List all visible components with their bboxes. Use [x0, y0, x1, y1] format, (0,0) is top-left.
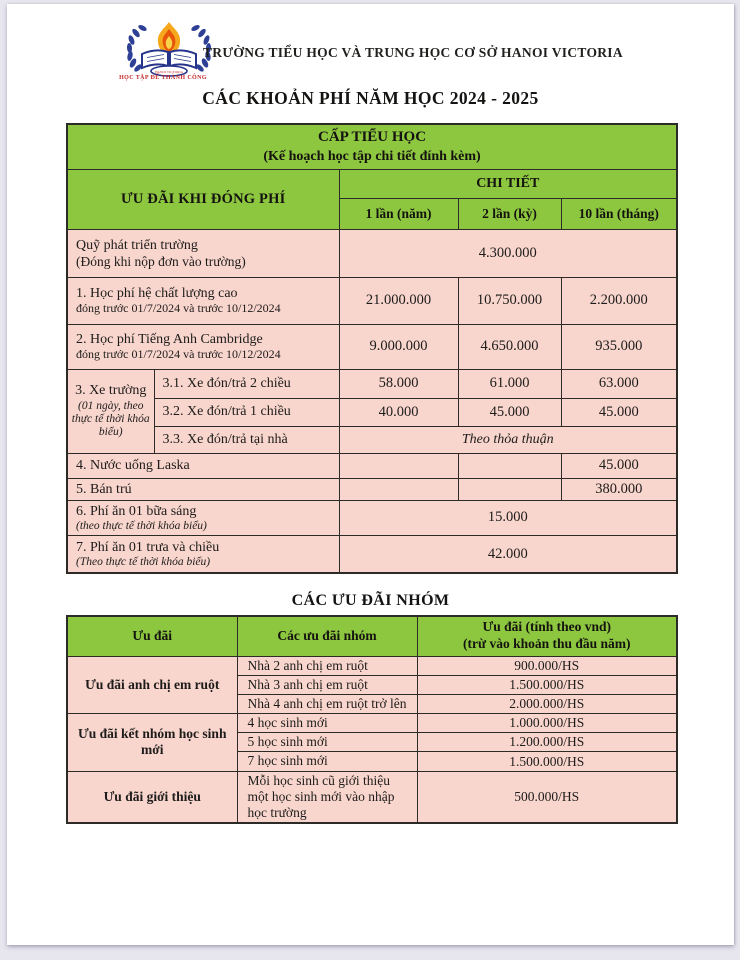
tuition-yearly: 21.000.000	[339, 277, 458, 324]
row-referral	[67, 771, 677, 823]
sibling-2-desc: Nhà 2 anh chị em ruột	[237, 656, 417, 675]
tuition-label: 1. Học phí hệ chất lượng cao đóng trước 01/7/2024 và trước 10/12/2024	[67, 277, 339, 324]
row-lunch	[67, 535, 677, 573]
referral-desc: Mỗi học sinh cũ giới thiệu một học sinh mới vào nhập học trường	[237, 771, 417, 823]
boarding-semester	[458, 478, 561, 500]
bus-twoway-monthly: 63.000	[561, 369, 677, 398]
boarding-yearly	[339, 478, 458, 500]
group-discount-table	[66, 615, 678, 824]
cambridge-semester: 4.650.000	[458, 324, 561, 369]
breakfast-note: (theo thực tế thời khóa biểu)	[76, 519, 207, 532]
lunch-note: (Theo thực tế thời khóa biểu)	[76, 556, 211, 569]
header-cell-discount: ƯU ĐÃI KHI ĐÓNG PHÍ	[67, 169, 339, 229]
sibling-group-label: Ưu đãi anh chị em ruột	[67, 656, 237, 714]
tuition-semester: 10.750.000	[458, 277, 561, 324]
newgroup-label: Ưu đãi kết nhóm học sinh mới	[67, 714, 237, 772]
group-table-header-row	[67, 616, 677, 656]
boarding-label: 5. Bán trú	[67, 478, 339, 500]
header-cell-yearly: 1 lần (năm)	[339, 198, 458, 229]
bus-group-note: (01 ngày, theo thực tế thời khóa biểu)	[71, 399, 150, 438]
water-semester	[458, 453, 561, 478]
school-name: TRƯỜNG TIỂU HỌC VÀ TRUNG HỌC CƠ SỞ HANOI VICTORIA	[203, 45, 623, 60]
tuition-note: đóng trước 01/7/2024 và trước 10/12/2024	[76, 301, 281, 316]
row-tuition	[67, 277, 677, 324]
bus-group-label: 3. Xe trường (01 ngày, theo thực tế thời khóa biểu)	[67, 369, 154, 453]
row-water	[67, 453, 677, 478]
newgroup-5-desc: 5 học sinh mới	[237, 733, 417, 752]
row-bus-twoway	[67, 369, 677, 398]
row-breakfast	[67, 500, 677, 535]
development-fund-label: Quỹ phát triển trường (Đóng khi nộp đơn vào trường)	[67, 229, 339, 277]
breakfast-value: 15.000	[339, 500, 677, 535]
fee-table-title-line2: (Kế hoạch học tập chi tiết đính kèm)	[263, 148, 481, 164]
newgroup-7-desc: 7 học sinh mới	[237, 752, 417, 771]
bus-twoway-yearly: 58.000	[339, 369, 458, 398]
referral-value: 500.000/HS	[417, 771, 677, 823]
header-cell-monthly: 10 lần (tháng)	[561, 198, 677, 229]
development-fund-note: (Đóng khi nộp đơn vào trường)	[76, 253, 246, 269]
sibling-4-desc: Nhà 4 anh chị em ruột trở lên	[237, 694, 417, 713]
group-header-amount: Ưu đãi (tính theo vnd) (trừ vào khoản thu đầu năm)	[417, 616, 677, 656]
bus-twoway-label: 3.1. Xe đón/trả 2 chiều	[154, 369, 339, 398]
water-label: 4. Nước uống Laska	[67, 453, 339, 478]
fee-table-header-row	[67, 169, 677, 198]
lunch-label: 7. Phí ăn 01 trưa và chiều (Theo thực tế thời khóa biểu)	[67, 535, 339, 573]
bus-oneway-semester: 45.000	[458, 398, 561, 426]
newgroup-5-value: 1.200.000/HS	[417, 733, 677, 752]
bus-oneway-monthly: 45.000	[561, 398, 677, 426]
bus-athome-label: 3.3. Xe đón/trả tại nhà	[154, 426, 339, 453]
newgroup-4-desc: 4 học sinh mới	[237, 714, 417, 733]
cambridge-note: đóng trước 01/7/2024 và trước 10/12/2024	[76, 347, 281, 362]
row-cambridge	[67, 324, 677, 369]
school-logo	[123, 21, 215, 77]
cambridge-monthly: 935.000	[561, 324, 677, 369]
fee-table-title-line1: CẤP TIỂU HỌC	[317, 129, 427, 146]
bus-oneway-yearly: 40.000	[339, 398, 458, 426]
document-page	[7, 4, 734, 945]
row-newgroup-4	[67, 714, 677, 733]
group-header-discount: Ưu đãi	[67, 616, 237, 656]
document-title: CÁC KHOẢN PHÍ NĂM HỌC 2024 - 2025	[202, 88, 539, 108]
fee-table-title-row	[67, 124, 677, 169]
sibling-4-value: 2.000.000/HS	[417, 694, 677, 713]
development-fund-value: 4.300.000	[339, 229, 677, 277]
sibling-2-value: 900.000/HS	[417, 656, 677, 675]
row-bus-oneway	[67, 398, 677, 426]
row-boarding	[67, 478, 677, 500]
row-sibling-2	[67, 656, 677, 675]
water-monthly: 45.000	[561, 453, 677, 478]
school-logo-icon	[123, 21, 215, 77]
newgroup-7-value: 1.500.000/HS	[417, 752, 677, 771]
tuition-monthly: 2.200.000	[561, 277, 677, 324]
sibling-3-desc: Nhà 3 anh chị em ruột	[237, 675, 417, 694]
cambridge-label: 2. Học phí Tiếng Anh Cambridge đóng trước 01/7/2024 và trước 10/12/2024	[67, 324, 339, 369]
bus-twoway-semester: 61.000	[458, 369, 561, 398]
breakfast-label: 6. Phí ăn 01 bữa sáng (theo thực tế thời khóa biểu)	[67, 500, 339, 535]
row-development-fund	[67, 229, 677, 277]
fee-table-title-cell	[67, 124, 677, 169]
boarding-monthly: 380.000	[561, 478, 677, 500]
bus-oneway-label: 3.2. Xe đón/trả 1 chiều	[154, 398, 339, 426]
group-header-type: Các ưu đãi nhóm	[237, 616, 417, 656]
group-discount-title: CÁC ƯU ĐÃI NHÓM	[291, 592, 450, 609]
fee-table	[66, 123, 678, 574]
svg-text:HANOI VICTORIA: HANOI VICTORIA	[155, 69, 183, 74]
referral-label: Ưu đãi giới thiệu	[67, 771, 237, 823]
cambridge-yearly: 9.000.000	[339, 324, 458, 369]
sibling-3-value: 1.500.000/HS	[417, 675, 677, 694]
lunch-value: 42.000	[339, 535, 677, 573]
school-motto: HỌC TẬP ĐỂ THÀNH CÔNG	[119, 75, 207, 81]
bus-athome-value: Theo thỏa thuận	[339, 426, 677, 453]
header-cell-semester: 2 lần (kỳ)	[458, 198, 561, 229]
row-bus-athome	[67, 426, 677, 453]
water-yearly	[339, 453, 458, 478]
header-cell-detail: CHI TIẾT	[339, 169, 677, 198]
newgroup-4-value: 1.000.000/HS	[417, 714, 677, 733]
